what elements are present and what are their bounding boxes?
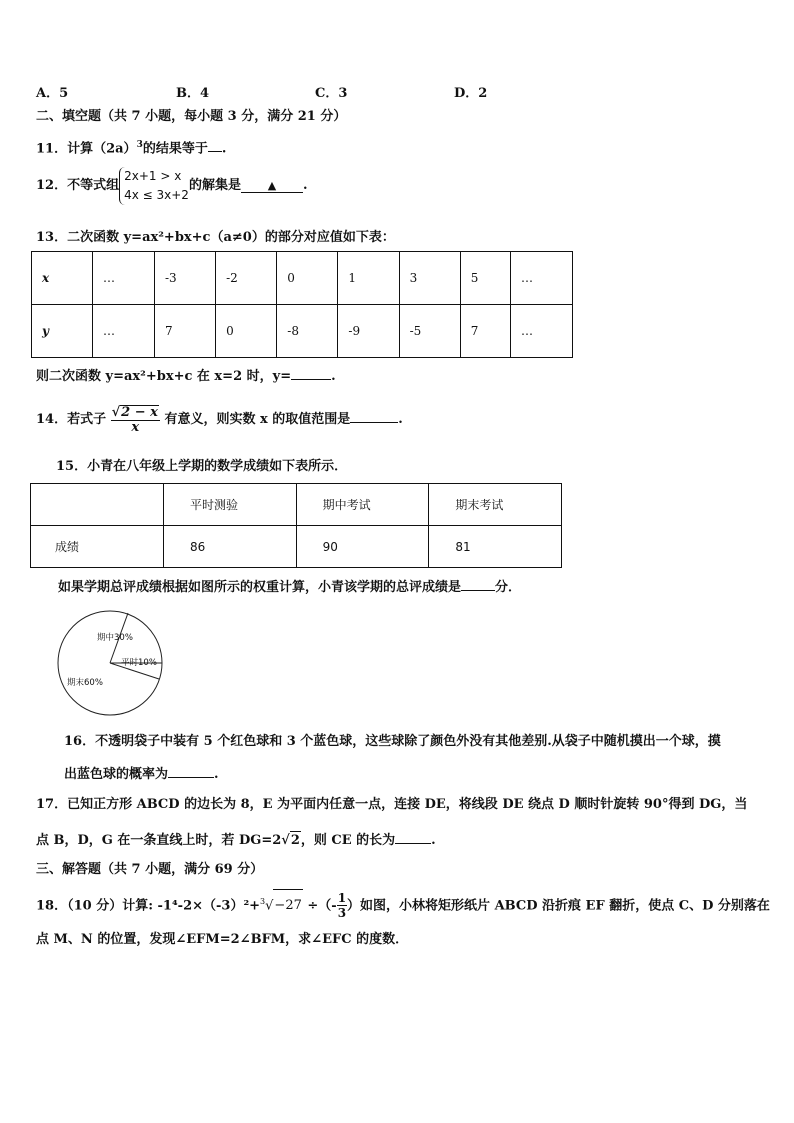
q12-answer-blank[interactable]: [241, 179, 303, 193]
score-table: [30, 483, 562, 568]
inequality-1: 2x+1 > x: [124, 168, 182, 183]
choice-d: D．2: [454, 86, 488, 101]
q13-ask-text: 则二次函数 y=ax²+bx+c 在 x=2 时，y=: [36, 369, 292, 384]
q17-answer-blank[interactable]: [395, 830, 431, 844]
q17-text-before: 点 B，D，G 在一条直线上时，若 DG=2: [36, 833, 282, 848]
choice-a: A．5: [36, 86, 69, 101]
pie-label-final: 期末60%: [67, 678, 103, 688]
q13-answer-blank[interactable]: [291, 366, 331, 380]
q14-fraction: $\frac{√2 - x}{x}$: [111, 404, 158, 435]
cbrt-index: 3: [260, 897, 266, 906]
table-cell: …: [93, 305, 155, 358]
table-row-scores: [31, 526, 562, 568]
q11-text-after: 的结果等于: [142, 141, 208, 157]
question-17-line1: 17．已知正方形 ABCD 的边长为 8，E 为平面内任意一点，连接 DE，将线段 DE 绕点 D 顺时针旋转 90°得到 DG，当: [36, 797, 748, 812]
table-cell: [31, 484, 164, 526]
table-cell: 0: [216, 305, 277, 358]
table-cell: 成绩: [31, 526, 164, 568]
question-15-intro: 15．小青在八年级上学期的数学成绩如下表所示．: [56, 459, 348, 474]
q16-text: 出蓝色球的概率为: [64, 767, 169, 782]
choice-b: B．4: [176, 86, 210, 101]
table-cell: 期末考试: [429, 484, 562, 526]
q14-end: .: [398, 412, 403, 427]
q14-text-before: 14．若式子: [36, 412, 107, 427]
inequality-system: [119, 167, 189, 205]
q11-end: .: [221, 141, 227, 157]
table-cell: 期中考试: [296, 484, 429, 526]
table-cell: -5: [399, 305, 460, 358]
weight-pie-chart: [55, 608, 165, 718]
question-11: [36, 136, 226, 158]
q18-frac-num: 1: [337, 891, 347, 906]
q12-text-after: 的解集是: [188, 178, 241, 193]
table-cell: 7: [460, 305, 510, 358]
question-17-line2: 点 B，D，G 在一条直线上时，若 DG=2√2，则 CE 的长为 .: [36, 830, 436, 850]
cbrt-radicand: −27: [273, 889, 302, 922]
q11-answer-blank[interactable]: [208, 138, 222, 152]
q15-answer-blank[interactable]: [461, 577, 495, 591]
table-cell: x: [32, 252, 93, 305]
q12-end: .: [302, 178, 308, 193]
triangle-mark: ▲: [267, 179, 277, 192]
q18-text-before: 18．（10 分）计算: -1⁴-2×（-3）²+: [36, 898, 261, 914]
table-cell: …: [510, 305, 572, 358]
question-13-ask: [36, 366, 336, 386]
table-cell: 5: [460, 252, 510, 305]
table-cell: 90: [296, 526, 429, 568]
table-cell: …: [510, 252, 572, 305]
q17-end: .: [431, 833, 436, 848]
table-cell: 3: [399, 252, 460, 305]
table-cell: -8: [277, 305, 338, 358]
question-12: [36, 166, 308, 206]
q17-text-after: ，则 CE 的长为: [300, 833, 396, 848]
question-18-line1: 18．（10 分）计算: -1⁴-2×（-3）²+$^3$√−27 ÷（- $\frac{1}{3}$ ）如图，小林将矩形纸片 ABCD 沿折痕 EF 翻折，使点 C、D 分别落在: [36, 891, 770, 921]
inequality-2: 4x ≤ 3x+2: [124, 187, 189, 202]
q16-answer-blank[interactable]: [168, 764, 214, 778]
table-row-header: [31, 484, 562, 526]
question-14: [36, 400, 403, 440]
q17-sqrt: 2: [290, 833, 300, 848]
q14-text-after: 有意义，则实数 x 的取值范围是: [164, 412, 351, 427]
value-table: [31, 251, 573, 358]
q15-end: 分．: [495, 580, 522, 595]
table-cell: 7: [154, 305, 215, 358]
table-cell: 平时测验: [164, 484, 297, 526]
q18-fraction: [337, 891, 347, 920]
q18-text-after: ）如图，小林将矩形纸片 ABCD 沿折痕 EF 翻折，使点 C、D 分别落在: [347, 898, 770, 914]
question-18-line2: 点 M、N 的位置，发现∠EFM=2∠BFM，求∠EFC 的度数．: [36, 932, 409, 947]
table-cell: 86: [164, 526, 297, 568]
pie-label-midterm: 期中30%: [97, 633, 133, 643]
table-row-x: [32, 252, 573, 305]
q11-text-before: 11．计算（2a）: [36, 141, 137, 157]
q14-radicand: 2 − x: [121, 404, 158, 420]
table-cell: -9: [338, 305, 399, 358]
table-cell: 0: [277, 252, 338, 305]
q18-frac-den: 3: [337, 906, 347, 921]
table-cell: -3: [154, 252, 215, 305]
q11-exponent: 3: [136, 140, 143, 150]
choice-c: C．3: [315, 86, 348, 101]
q13-end: .: [331, 369, 336, 384]
q12-text-before: 12．不等式组: [36, 178, 120, 193]
question-15-ask: [58, 577, 521, 597]
section-2-title: 二、填空题（共 7 小题，每小题 3 分，满分 21 分）: [36, 109, 347, 124]
question-13-intro: 13．二次函数 y=ax²+bx+c（a≠0）的部分对应值如下表：: [36, 230, 395, 245]
q15-ask-text: 如果学期总评成绩根据如图所示的权重计算，小青该学期的总评成绩是: [58, 580, 462, 595]
question-16-line1: 16．不透明袋子中装有 5 个红色球和 3 个蓝色球，这些球除了颜色外没有其他差别.从袋子中随机摸出一个球，摸: [64, 734, 721, 749]
q16-end: .: [214, 767, 219, 782]
table-cell: 81: [429, 526, 562, 568]
table-cell: y: [32, 305, 93, 358]
q14-answer-blank[interactable]: [350, 409, 398, 423]
question-16-line2: [64, 764, 219, 784]
section-3-title: 三、解答题（共 7 小题，满分 69 分）: [36, 862, 264, 877]
table-row-y: [32, 305, 573, 358]
table-cell: -2: [216, 252, 277, 305]
table-cell: …: [93, 252, 155, 305]
q18-mid: ÷（-: [302, 898, 337, 914]
q14-denominator: x: [131, 419, 140, 435]
table-cell: 1: [338, 252, 399, 305]
pie-label-regular: 平时10%: [121, 658, 157, 668]
